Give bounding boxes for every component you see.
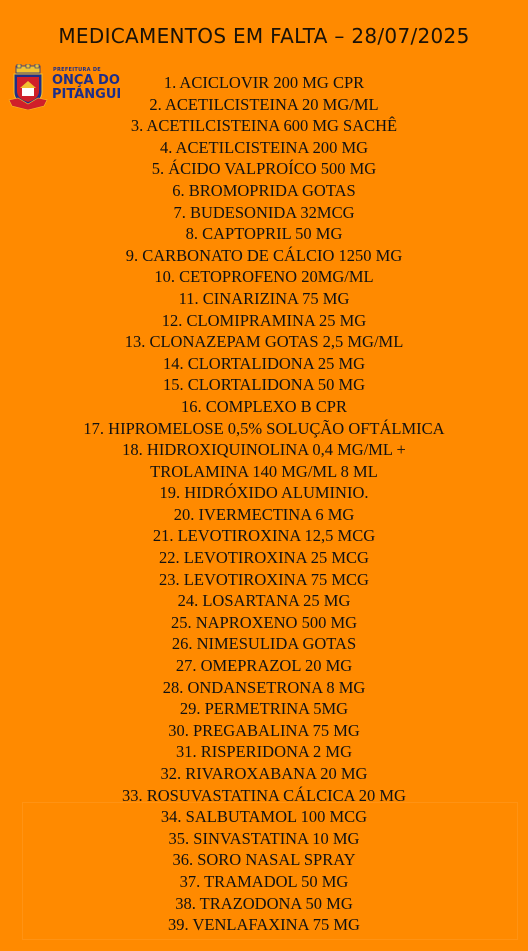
- list-item: 6. BROMOPRIDA GOTAS: [172, 180, 356, 200]
- list-item: 14. CLORTALIDONA 25 MG: [162, 353, 366, 373]
- list-item: 20. IVERMECTINA 6 MG: [173, 504, 355, 524]
- list-item: 30. PREGABALINA 75 MG: [168, 720, 360, 740]
- list-item: TROLAMINA 140 MG/ML 8 ML: [150, 461, 378, 481]
- list-item: 19. HIDRÓXIDO ALUMINIO.: [159, 483, 369, 503]
- list-item: 23. LEVOTIROXINA 75 MCG: [159, 569, 369, 589]
- list-item: 3. ACETILCISTEINA 600 MG SACHÊ: [130, 116, 398, 136]
- list-item: 21. LEVOTIROXINA 12,5 MCG: [152, 526, 376, 546]
- list-item: 2. ACETILCISTEINA 20 MG/ML: [149, 94, 379, 114]
- list-item: 4. ACETILCISTEINA 200 MG: [159, 137, 369, 157]
- list-item: 37. TRAMADOL 50 MG: [179, 871, 349, 891]
- list-item: 15. CLORTALIDONA 50 MG: [162, 375, 366, 395]
- list-item: 10. CETOPROFENO 20MG/ML: [154, 267, 374, 287]
- list-item: 1. ACICLOVIR 200 MG CPR: [163, 73, 365, 92]
- list-item: 34. SALBUTAMOL 100 MCG: [160, 807, 368, 827]
- list-item: 9. CARBONATO DE CÁLCIO 1250 MG: [125, 245, 403, 265]
- list-item: 33. ROSUVASTATINA CÁLCICA 20 MG: [122, 785, 406, 805]
- list-item: 39. VENLAFAXINA 75 MG: [168, 915, 360, 935]
- list-item: 29. PERMETRINA 5MG: [179, 699, 349, 719]
- list-item: 7. BUDESONIDA 32MCG: [173, 202, 355, 222]
- logo-city-line2: PITANGUI: [52, 87, 122, 102]
- list-item: 32. RIVAROXABANA 20 MG: [160, 764, 368, 783]
- list-item: 11. CINARIZINA 75 MG: [178, 288, 350, 308]
- list-item: 36. SORO NASAL SPRAY: [172, 850, 356, 870]
- logo-prefix: PREFEITURA DE: [53, 67, 102, 73]
- list-item: 26. NIMESULIDA GOTAS: [171, 634, 357, 654]
- list-item: 12. CLOMIPRAMINA 25 MG: [161, 310, 367, 330]
- list-item: 18. HIDROXIQUINOLINA 0,4 MG/ML +: [122, 440, 406, 460]
- medication-list: [0, 72, 528, 936]
- list-item: 31. RISPERIDONA 2 MG: [175, 742, 353, 762]
- page-title: MEDICAMENTOS EM FALTA – 28/07/2025: [58, 24, 470, 48]
- list-item: 5. ÁCIDO VALPROÍCO 500 MG: [151, 159, 377, 179]
- logo-city-line1: ONÇA DO: [52, 73, 120, 88]
- list-item: 27. OMEPRAZOL 20 MG: [175, 656, 353, 676]
- list-item: 13. CLONAZEPAM GOTAS 2,5 MG/ML: [124, 332, 404, 352]
- list-item: 28. ONDANSETRONA 8 MG: [162, 677, 366, 697]
- list-item: 25. NAPROXENO 500 MG: [170, 612, 358, 632]
- list-item: 35. SINVASTATINA 10 MG: [168, 828, 360, 848]
- list-item: 16. COMPLEXO B CPR: [181, 396, 347, 416]
- list-item: 38. TRAZODONA 50 MG: [175, 893, 353, 913]
- list-item: 17. HIPROMELOSE 0,5% SOLUÇÃO OFTÁLMICA: [83, 418, 445, 438]
- list-item: 24. LOSARTANA 25 MG: [177, 591, 351, 611]
- list-item: 22. LEVOTIROXINA 25 MCG: [159, 548, 369, 568]
- list-item: 8. CAPTOPRIL 50 MG: [185, 224, 343, 244]
